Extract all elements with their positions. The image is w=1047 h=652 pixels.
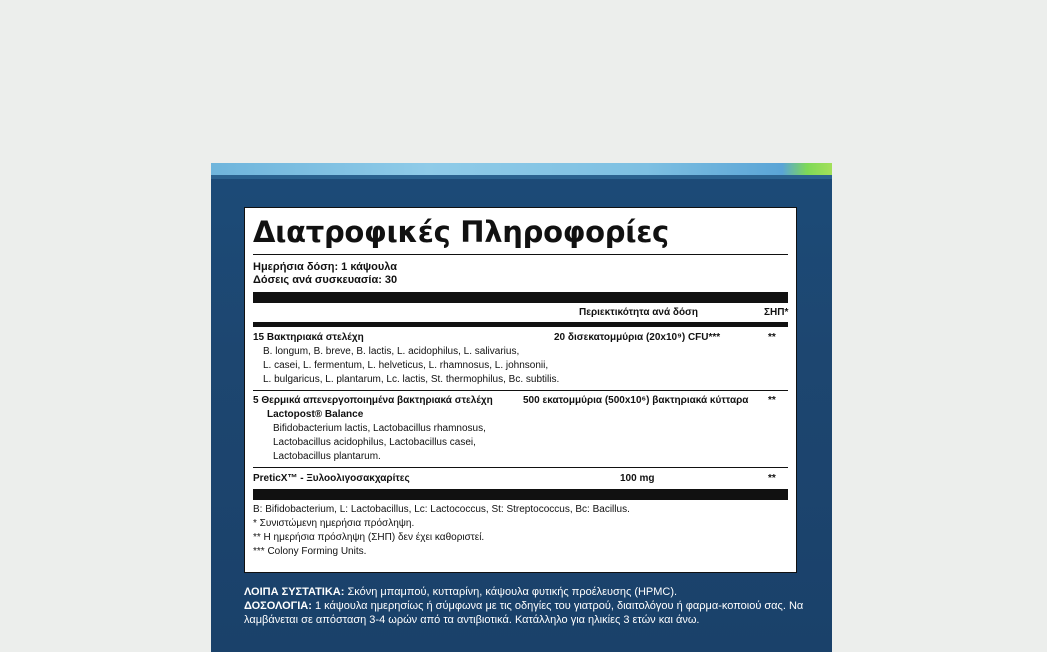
ingredient-dv: ** [768,332,776,343]
ingredient-row [253,327,788,390]
ingredient-row [253,391,788,467]
ingredient-dv: ** [768,395,776,406]
ingredient-amount: 100 mg [620,473,655,484]
footnotes [253,500,788,559]
nutrition-facts-panel [244,207,797,573]
ingredient-dv: ** [768,473,776,484]
amount-column-header: Περιεκτικότητα ανά δόση [579,307,699,318]
strain-line: Lactobacillus acidophilus, Lactobacillus casei, [273,437,476,448]
box-top-edge [211,163,832,175]
strain-line: Bifidobacterium lactis, Lactobacillus rhamnosus, [273,423,486,434]
ingredient-name: 5 Θερμικά απενεργοποιημένα βακτηριακά στελέχη [253,395,493,406]
box-top-strip [211,175,832,179]
other-ingredients-text: Σκόνη μπαμπού, κυτταρίνη, κάψουλα φυτικής προέλευσης (HPMC). [344,586,678,598]
thick-divider [253,489,788,500]
lower-text [244,585,804,627]
ingredient-name: PreticX™ - Ξυλοολιγοσακχαρίτες [253,473,410,484]
footnote: * Συνιστώμενη ημερήσια πρόσληψη. [253,518,415,529]
strain-line: L. casei, L. fermentum, L. helveticus, L. rhamnosus, L. johnsonii, [263,360,549,371]
other-ingredients [244,585,804,599]
ingredient-subname: Lactopost® Balance [267,409,364,420]
ingredient-amount: 500 εκατομμύρια (500x10⁶) βακτηριακά κύτταρα [523,395,749,406]
strain-line: B. longum, B. breve, B. lactis, L. acidophilus, L. salivarius, [263,346,520,357]
dosage-text: 1 κάψουλα ημερησίως ή σύμφωνα με τις οδηγίες του γιατρού, διαιτολόγου ή φαρμα-κοποιού σας. Να λαμβάνεται σε απόσταση 3-4 ωρών από τα αντιβιοτικά. Κατάλληλο για ηλικίες 3 ετών και άνω. [244,600,804,626]
daily-dose: Ημερήσια δόση: 1 κάψουλα [253,261,398,273]
supplement-box [211,163,832,652]
footnote: B: Bifidobacterium, L: Lactobacillus, Lc: Lactococcus, St: Streptococcus, Bc: Bacillus. [253,504,630,515]
dosage-label: ΔΟΣΟΛΟΓΙΑ: [244,600,312,612]
column-header [253,303,788,322]
serving-info [253,255,788,292]
footnote: *** Colony Forming Units. [253,546,367,557]
servings-per-package: Δόσεις ανά συσκευασία: 30 [253,274,398,286]
strain-line: L. bulgaricus, L. plantarum, Lc. lactis, St. thermophilus, Bc. subtilis. [263,374,560,385]
other-ingredients-label: ΛΟΙΠΑ ΣΥΣΤΑΤΙΚΑ: [244,586,345,598]
footnote: ** Η ημερήσια πρόσληψη (ΣΗΠ) δεν έχει καθοριστεί. [253,532,485,543]
dv-column-header: ΣΗΠ* [764,307,789,318]
ingredient-amount: 20 δισεκατομμύρια (20x10⁹) CFU*** [554,332,721,343]
strain-line: Lactobacillus plantarum. [273,451,381,462]
dosage [244,599,804,627]
thick-divider [253,292,788,303]
ingredient-name: 15 Βακτηριακά στελέχη [253,332,364,343]
panel-title: Διατροφικές Πληροφορίες [253,215,669,249]
ingredient-row [253,468,788,489]
